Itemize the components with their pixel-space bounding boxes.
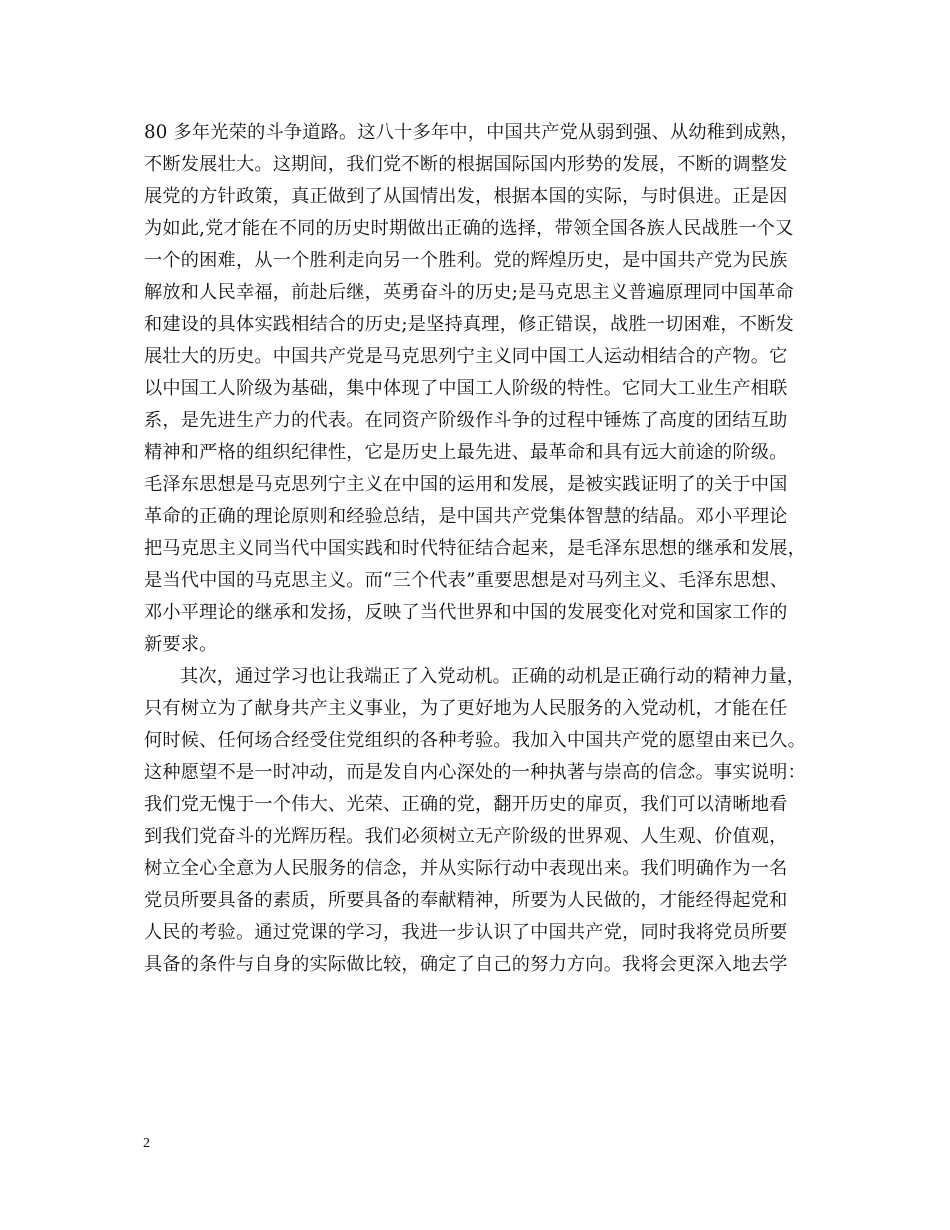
paragraph-1-line-5: 一个的困难，从一个胜利走向另一个胜利。党的辉煌历史，是中国共产党为民族: [144, 250, 788, 271]
paragraph-1-line-11: 精神和严格的组织纪律性，它是历史上最先进、最革命和具有远大前途的阶级。: [144, 442, 788, 463]
paragraph-2-line-2: 只有树立为了献身共产主义事业，为了更好地为人民服务的入党动机，才能在任: [144, 698, 788, 719]
paragraph-2-line-7: 树立全心全意为人民服务的信念，并从实际行动中表现出来。我们明确作为一名: [144, 858, 788, 879]
paragraph-1-line-9: 以中国工人阶级为基础，集中体现了中国工人阶级的特性。它同大工业生产相联: [144, 378, 788, 399]
paragraph-1-line-6: 解放和人民幸福，前赴后继，英勇奋斗的历史;是马克思主义普遍原理同中国革命: [144, 282, 794, 303]
paragraph-2-line-10: 具备的条件与自身的实际做比较，确定了自己的努力方向。我将会更深入地去学: [144, 954, 788, 975]
paragraph-1-line-10: 系，是先进生产力的代表。在同资产阶级作斗争的过程中锤炼了高度的团结互助: [144, 410, 788, 431]
page-number: 2: [143, 1136, 150, 1151]
paragraph-2-line-1: 其次，通过学习也让我端正了入党动机。正确的动机是正确行动的精神力量，: [180, 666, 806, 687]
paragraph-1-line-16: 邓小平理论的继承和发扬，反映了当代世界和中国的发展变化对党和国家工作的: [144, 602, 788, 623]
paragraph-2-line-6: 到我们党奋斗的光辉历程。我们必须树立无产阶级的世界观、人生观、价值观，: [144, 826, 788, 847]
paragraph-1-line-13: 革命的正确的理论原则和经验总结，是中国共产党集体智慧的结晶。邓小平理论: [144, 506, 788, 527]
paragraph-1-line-3: 展党的方针政策，真正做到了从国情出发，根据本国的实际，与时俱进。正是因: [144, 186, 788, 207]
paragraph-1-line-14: 把马克思主义同当代中国实践和时代特征结合起来，是毛泽东思想的继承和发展，: [144, 538, 806, 559]
paragraph-1-line-4: 为如此,党才能在不同的历史时期做出正确的选择，带领全国各族人民战胜一个又: [144, 218, 794, 239]
paragraph-2-line-3: 何时候、任何场合经受住党组织的各种考验。我加入中国共产党的愿望由来已久。: [144, 730, 806, 751]
paragraph-1-line-17: 新要求。: [144, 634, 218, 655]
paragraph-1-line-2: 不断发展壮大。这期间，我们党不断的根据国际国内形势的发展，不断的调整发: [144, 154, 788, 175]
paragraph-2-line-5: 我们党无愧于一个伟大、光荣、正确的党，翻开历史的扉页，我们可以清晰地看: [144, 794, 788, 815]
paragraph-2-line-4: 这种愿望不是一时冲动，而是发自内心深处的一种执著与崇高的信念。事实说明：: [144, 762, 806, 783]
paragraph-1-line-15: 是当代中国的马克思主义。而“三个代表”重要思想是对马列主义、毛泽东思想、: [144, 570, 789, 591]
paragraph-1-line-1: 80 多年光荣的斗争道路。这八十多年中，中国共产党从弱到强、从幼稚到成熟，: [144, 122, 799, 143]
paragraph-2-line-8: 党员所要具备的素质，所要具备的奉献精神，所要为人民做的，才能经得起党和: [144, 890, 788, 911]
paragraph-2-line-9: 人民的考验。通过党课的学习，我进一步认识了中国共产党，同时我将党员所要: [144, 922, 788, 943]
paragraph-1-line-8: 展壮大的历史。中国共产党是马克思列宁主义同中国工人运动相结合的产物。它: [144, 346, 788, 367]
paragraph-1-line-7: 和建设的具体实践相结合的历史;是坚持真理，修正错误，战胜一切困难，不断发: [144, 314, 794, 335]
paragraph-1-line-12: 毛泽东思想是马克思列宁主义在中国的运用和发展，是被实践证明了的关于中国: [144, 474, 788, 495]
